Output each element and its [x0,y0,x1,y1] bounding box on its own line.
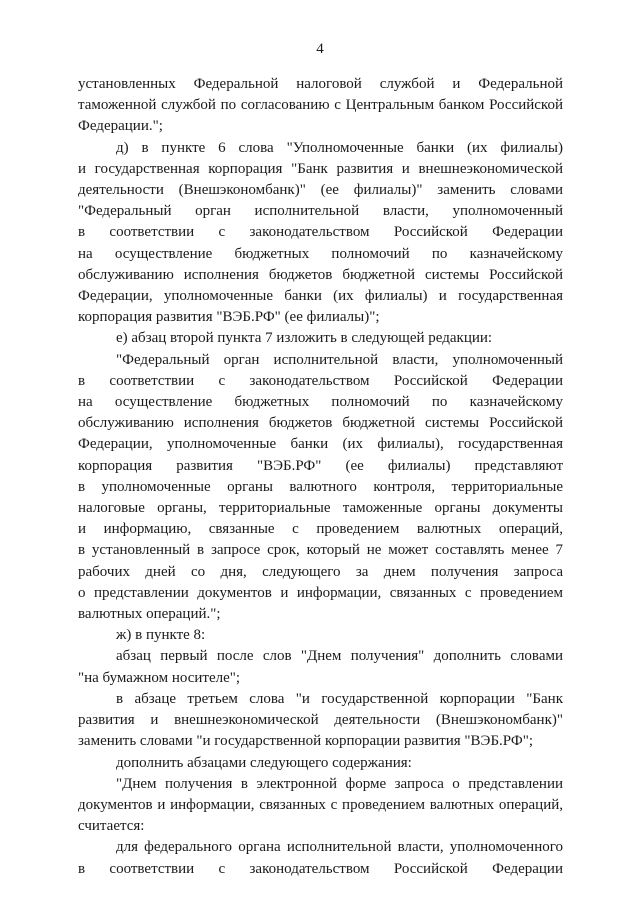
text-line: установленных Федеральной налоговой службой и Федеральной [78,76,563,92]
text-line: развития и внешнеэкономической деятельности (Внешэкономбанк)" [78,712,563,729]
text-line: е) абзац второй пункта 7 изложить в следующей редакции: [116,330,493,347]
text-line: для федерального органа исполнительной власти, уполномоченного [116,839,563,856]
text-line: корпорация развития "ВЭБ.РФ" (ее филиалы) представляют [78,457,563,474]
text-line: в соответствии с законодательством Российской Федерации [78,224,563,241]
text-line: Федерации."; [78,118,163,135]
text-line: в соответствии с законодательством Российской Федерации [78,372,563,389]
text-line: документов и информации, связанных с проведением валютных операций, [78,796,563,813]
text-line: в уполномоченные органы валютного контроля, территориальные [78,478,563,495]
text-line: деятельности (Внешэкономбанк)" (ее филиалы)" заменить словами [78,182,563,199]
text-line: "на бумажном носителе"; [78,669,241,686]
text-line: и информацию, связанные с проведением валютных операций, [78,521,563,538]
text-line: заменить словами "и государственной корпорации развития "ВЭБ.РФ"; [78,733,534,750]
text-line: и государственная корпорация "Банк развития и внешнеэкономической [78,160,563,177]
text-line: считается: [78,818,145,835]
text-line: в установленный в запросе срок, который не может составлять менее 7 [78,542,563,559]
text-line: "Федеральный орган исполнительной власти, уполномоченный [78,203,563,220]
text-line: ж) в пункте 8: [116,627,206,644]
text-line: корпорация развития "ВЭБ.РФ" (ее филиалы)"; [78,309,380,326]
text-line: обслуживанию исполнения бюджетов бюджетной системы Российской [78,266,563,283]
text-line: Федерации, уполномоченные банки (их филиалы) и государственная [78,288,563,305]
text-line: таможенной службой по согласованию с Центральным банком Российской [78,97,563,114]
document-body [78,74,563,880]
text-line: рабочих дней со дня, следующего за днем получения запроса [78,563,563,580]
text-line: "Днем получения в электронной форме запроса о представлении [116,775,563,792]
page-number: 4 [316,41,324,57]
text-line: в абзаце третьем слова "и государственной корпорации "Банк [116,690,563,707]
text-line: о представлении документов и информации, связанных с проведением [78,584,563,601]
text-line: "Федеральный орган исполнительной власти, уполномоченный [116,351,563,368]
text-line: на осуществление бюджетных полномочий по казначейскому [78,394,563,411]
text-line: д) в пункте 6 слова "Уполномоченные банки (их филиалы) [116,139,563,156]
text-line: абзац первый после слов "Днем получения" дополнить словами [116,648,563,665]
text-line: Федерации, уполномоченные банки (их филиалы), государственная [78,436,563,453]
text-line: в соответствии с законодательством Российской Федерации [78,860,563,877]
text-line: валютных операций."; [78,606,221,623]
text-line: на осуществление бюджетных полномочий по казначейскому [78,245,563,262]
text-line: дополнить абзацами следующего содержания: [116,754,412,771]
text-line: обслуживанию исполнения бюджетов бюджетной системы Российской [78,415,563,432]
text-line: налоговые органы, территориальные таможенные органы документы [78,500,563,517]
